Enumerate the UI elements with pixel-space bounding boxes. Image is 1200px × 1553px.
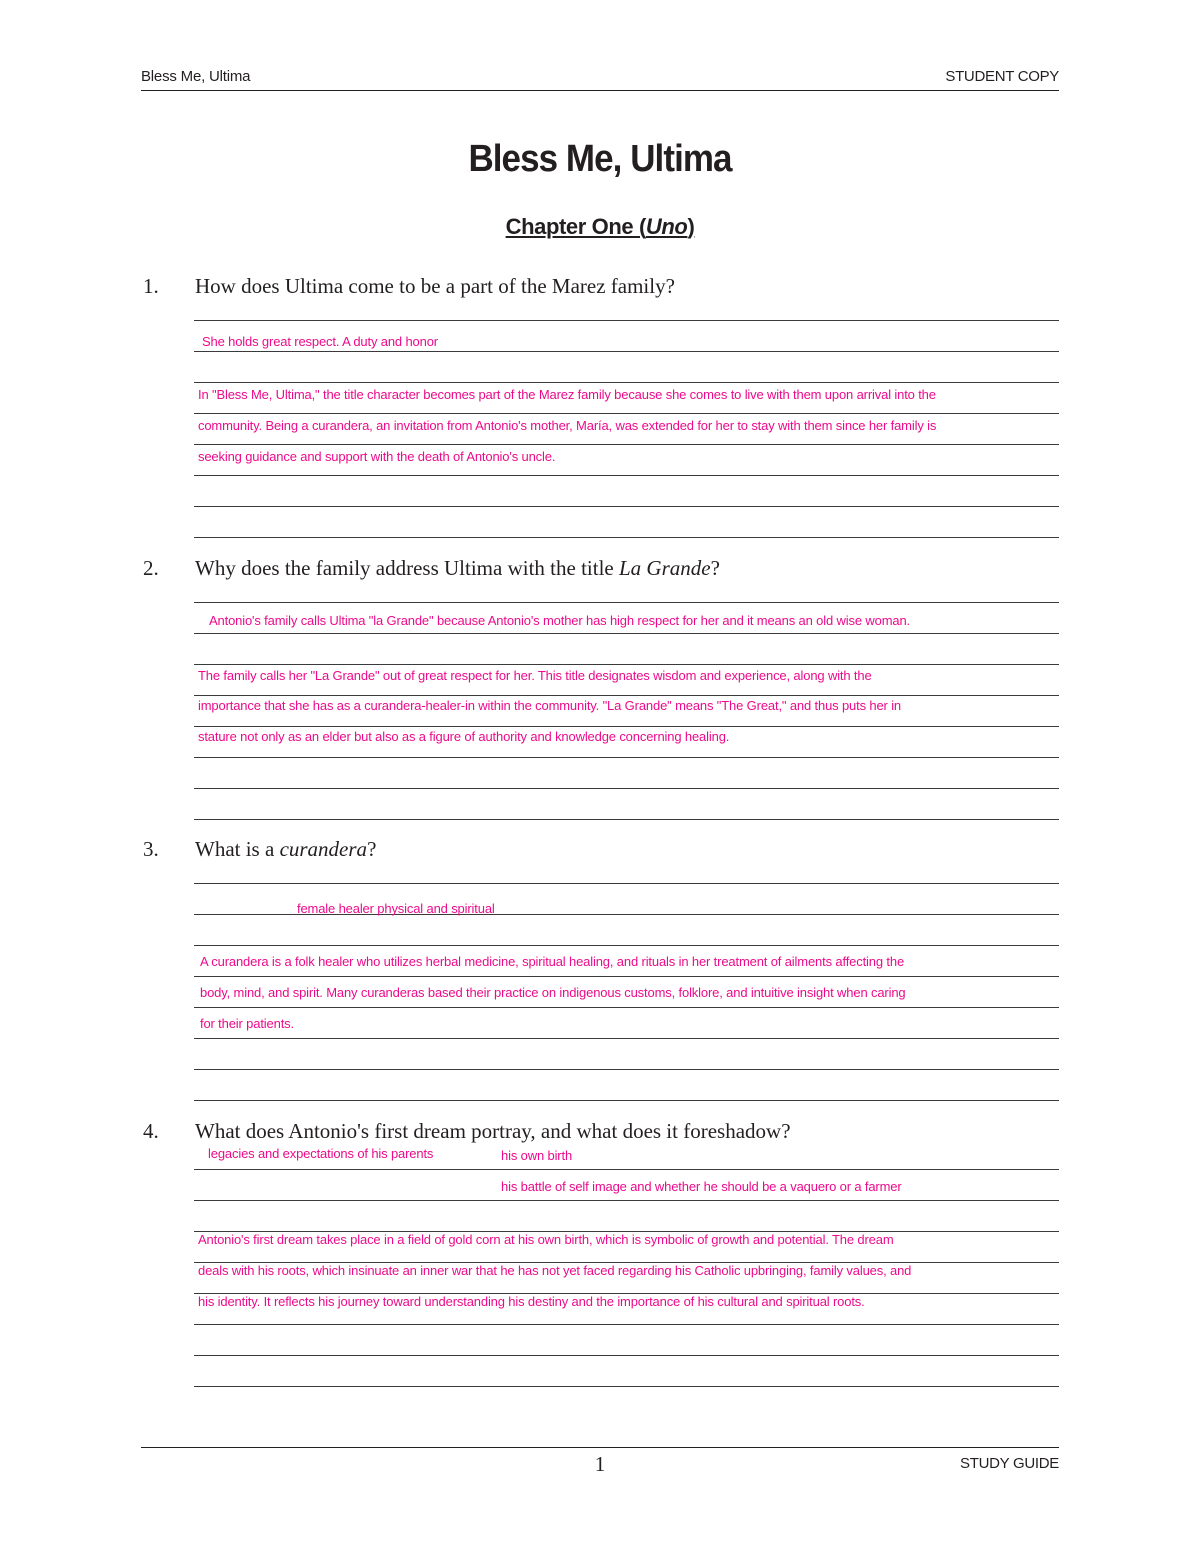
answer-line [194, 602, 1059, 603]
question-prompt [141, 1119, 1059, 1147]
answer-line [194, 695, 1059, 696]
answer-line [194, 413, 1059, 414]
typed-answer: A curandera is a folk healer who utilizes herbal medicine, spiritual healing, and rituals in her treatment of ailments affecting the [200, 954, 905, 969]
answer-line [194, 1007, 1059, 1008]
question-3 [141, 837, 1059, 1031]
answer-line [194, 444, 1059, 445]
chapter-label: Chapter One ( [505, 214, 646, 239]
header-rule [141, 90, 1059, 91]
question-text: Why does the family address Ultima with the title La Grande? [195, 556, 720, 580]
typed-answer: his identity. It reflects his journey toward understanding his destiny and the importance of his cultural and spiritual roots. [198, 1294, 865, 1309]
answer-line [194, 1038, 1059, 1039]
typed-answer: seeking guidance and support with the death of Antonio's uncle. [198, 449, 556, 464]
chapter-close: ) [687, 214, 695, 239]
chapter-emphasis: Uno [645, 214, 688, 239]
answer-line [194, 1324, 1059, 1325]
page-title: Bless Me, Ultima [468, 138, 732, 180]
answer-line [194, 757, 1059, 758]
typed-answer: The family calls her "La Grande" out of great respect for her. This title designates wisdom and experience, along with the [198, 668, 872, 683]
answer-line [194, 883, 1059, 884]
answer-line [194, 664, 1059, 665]
answer-line [194, 382, 1059, 383]
question-text: What is a curandera? [195, 837, 377, 861]
question-prompt [141, 837, 1059, 865]
footer-rule [141, 1447, 1059, 1448]
answer-line [194, 726, 1059, 727]
typed-answer: for their patients. [200, 1016, 294, 1031]
page-number: 1 [594, 1452, 606, 1476]
question-text: What does Antonio's first dream portray, and what does it foreshadow? [195, 1119, 791, 1143]
answer-line [194, 1386, 1059, 1387]
typed-answer: community. Being a curandera, an invitation from Antonio's mother, María, was extended for her to stay with them since her family is [198, 418, 937, 433]
footer-label: STUDY GUIDE [960, 1455, 1059, 1472]
question-2 [141, 556, 1059, 744]
answer-line [194, 976, 1059, 977]
answer-line [194, 506, 1059, 507]
answer-line [194, 788, 1059, 789]
question-4 [141, 1119, 1059, 1309]
question-number: 1. [143, 274, 159, 298]
handwritten-answer: his battle of self image and whether he should be a vaquero or a farmer [501, 1179, 902, 1194]
answer-line [194, 1069, 1059, 1070]
typed-answer: Antonio's first dream takes place in a field of gold corn at his own birth, which is symbolic of growth and potential. The dream [198, 1232, 894, 1247]
typed-answer: body, mind, and spirit. Many curanderas based their practice on indigenous customs, folklore, and intuitive insight when caring [200, 985, 906, 1000]
answer-line [194, 475, 1059, 476]
handwritten-answer: female healer physical and spiritual [297, 901, 495, 916]
question-text: How does Ultima come to be a part of the Marez family? [195, 274, 675, 298]
answer-line [194, 1100, 1059, 1101]
answer-line [194, 633, 1059, 634]
typed-answer: importance that she has as a curandera-healer-in within the community. "La Grande" means "The Great," and thus puts her in [198, 698, 902, 713]
question-number: 2. [143, 556, 159, 580]
answer-line [194, 1169, 1059, 1170]
handwritten-answer: Antonio's family calls Ultima "la Grande" because Antonio's mother has high respect for her and it means an old wise woman. [209, 613, 910, 628]
handwritten-answer: legacies and expectations of his parents [208, 1146, 434, 1161]
typed-answer: deals with his roots, which insinuate an inner war that he has not yet faced regarding his Catholic upbringing, family values, and [198, 1263, 912, 1278]
question-prompt [141, 274, 1059, 302]
answer-line [194, 819, 1059, 820]
answer-line [194, 320, 1059, 321]
answer-line [194, 1355, 1059, 1356]
answer-line [194, 945, 1059, 946]
handwritten-answer: She holds great respect. A duty and honor [202, 334, 438, 349]
handwritten-answer: his own birth [501, 1148, 573, 1163]
running-header-label: STUDENT COPY [945, 68, 1059, 85]
answer-line [194, 537, 1059, 538]
typed-answer: In "Bless Me, Ultima," the title character becomes part of the Marez family because she comes to live with them upon arrival into the [198, 387, 936, 402]
chapter-heading [0, 214, 1200, 240]
typed-answer: stature not only as an elder but also as a figure of authority and knowledge concerning healing. [198, 729, 730, 744]
question-number: 4. [143, 1119, 159, 1143]
question-1 [141, 274, 1059, 464]
answer-line [194, 351, 1059, 352]
question-prompt [141, 556, 1059, 584]
question-number: 3. [143, 837, 159, 861]
running-header-title: Bless Me, Ultima [141, 68, 251, 85]
answer-line [194, 1200, 1059, 1201]
